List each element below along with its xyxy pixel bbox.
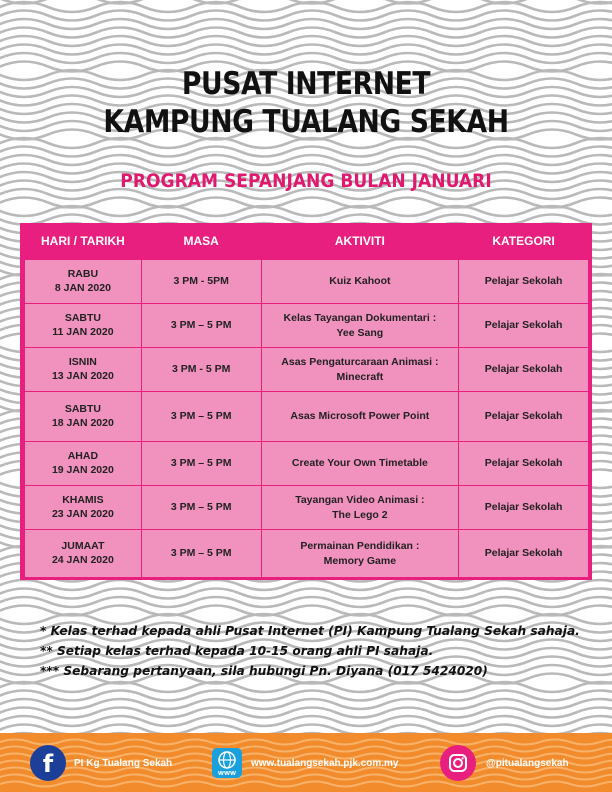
- table-header-row: [25, 223, 589, 260]
- cell-masa: 3 PM - 5PM: [141, 260, 261, 304]
- footer-facebook[interactable]: [30, 745, 172, 781]
- table-row: [25, 260, 589, 304]
- activity-line2: Minecraft: [336, 370, 384, 383]
- column-header-aktiviti: AKTIVITI: [334, 234, 385, 248]
- cell-masa: 3 PM – 5 PM: [141, 486, 261, 530]
- cell-kategori: Pelajar Sekolah: [459, 442, 589, 486]
- page-subtitle: PROGRAM SEPANJANG BULAN JANUARI: [120, 170, 492, 192]
- note-1: * Kelas terhad kepada ahli Pusat Internet (PI) Kampung Tualang Sekah sahaja.: [40, 624, 580, 638]
- cell-aktiviti: [261, 304, 459, 348]
- day-date: 11 JAN 2020: [52, 325, 114, 338]
- cell-masa: 3 PM - 5 PM: [141, 348, 261, 392]
- facebook-label: PI Kg Tualang Sekah: [74, 757, 173, 769]
- globe-icon-text: WWW: [217, 771, 237, 777]
- cell-masa: 3 PM – 5 PM: [141, 530, 261, 578]
- table-row: [25, 304, 589, 348]
- activity-line1: Tayangan Video Animasi :: [295, 494, 425, 507]
- cell-kategori: Pelajar Sekolah: [459, 260, 589, 304]
- cell-hari-tarikh: [25, 348, 142, 392]
- activity-line1: Kelas Tayangan Dokumentari :: [283, 312, 437, 325]
- svg-text:f: f: [42, 750, 54, 778]
- cell-aktiviti: [261, 392, 459, 442]
- table-row: [25, 530, 589, 578]
- instagram-icon: [440, 745, 476, 781]
- page-title-line1: PUSAT INTERNET: [181, 66, 431, 102]
- website-label: www.tualangsekah.pjk.com.my: [251, 757, 399, 769]
- cell-aktiviti: [261, 260, 459, 304]
- cell-kategori: Pelajar Sekolah: [459, 348, 589, 392]
- activity-line1: Asas Pengaturcaraan Animasi :: [281, 356, 439, 369]
- cell-kategori: Pelajar Sekolah: [459, 304, 589, 348]
- day-date: 19 JAN 2020: [51, 463, 114, 476]
- table-row: [25, 486, 589, 530]
- cell-aktiviti: [261, 348, 459, 392]
- table-row: [25, 348, 589, 392]
- activity-line1: Kuiz Kahoot: [329, 275, 391, 288]
- cell-kategori: Pelajar Sekolah: [459, 486, 589, 530]
- note-2: ** Setiap kelas terhad kepada 10-15 orang ahli PI sahaja.: [40, 644, 434, 658]
- cell-hari-tarikh: [25, 260, 142, 304]
- cell-aktiviti: [261, 486, 459, 530]
- schedule-table: [24, 223, 589, 578]
- footer-website[interactable]: [212, 745, 398, 781]
- cell-hari-tarikh: [25, 530, 142, 578]
- cell-kategori: Pelajar Sekolah: [459, 530, 589, 578]
- cell-hari-tarikh: [25, 304, 142, 348]
- day-date: 13 JAN 2020: [51, 369, 114, 382]
- footer-instagram[interactable]: [440, 745, 569, 781]
- day-name: AHAD: [67, 449, 99, 462]
- cell-masa: 3 PM – 5 PM: [141, 392, 261, 442]
- instagram-label: @pitualangsekah: [486, 757, 569, 769]
- cell-aktiviti: [261, 530, 459, 578]
- notes: [40, 621, 580, 681]
- cell-kategori: Pelajar Sekolah: [459, 392, 589, 442]
- activity-line2: Memory Game: [323, 554, 397, 567]
- schedule-table-frame: [20, 223, 592, 580]
- cell-masa: 3 PM – 5 PM: [141, 442, 261, 486]
- note-3: *** Sebarang pertanyaan, sila hubungi Pn. Diyana (017 5424020): [40, 664, 488, 678]
- day-name: SABTU: [64, 311, 101, 324]
- day-date: 23 JAN 2020: [51, 507, 114, 520]
- globe-icon: [212, 745, 242, 781]
- column-header-kategori: KATEGORI: [492, 234, 555, 248]
- table-row: [25, 442, 589, 486]
- activity-line1: Permainan Pendidikan :: [300, 540, 420, 553]
- cell-hari-tarikh: [25, 442, 142, 486]
- facebook-icon: [30, 745, 66, 781]
- activity-line1: Create Your Own Timetable: [291, 457, 428, 470]
- day-name: RABU: [67, 267, 99, 280]
- day-name: ISNIN: [68, 355, 97, 368]
- day-date: 18 JAN 2020: [51, 416, 114, 429]
- day-name: JUMAAT: [61, 539, 105, 552]
- cell-hari-tarikh: [25, 392, 142, 442]
- day-date: 24 JAN 2020: [51, 553, 114, 566]
- cell-aktiviti: [261, 442, 459, 486]
- day-name: KHAMIS: [62, 493, 104, 506]
- cell-masa: 3 PM – 5 PM: [141, 304, 261, 348]
- day-date: 8 JAN 2020: [54, 281, 111, 294]
- table-row: [25, 392, 589, 442]
- cell-hari-tarikh: [25, 486, 142, 530]
- activity-line2: The Lego 2: [332, 508, 388, 521]
- column-header-masa: MASA: [183, 234, 219, 248]
- activity-line2: Yee Sang: [336, 326, 384, 339]
- day-name: SABTU: [64, 402, 101, 415]
- page-title-line2: KAMPUNG TUALANG SEKAH: [103, 104, 509, 140]
- activity-line1: Asas Microsoft Power Point: [290, 410, 430, 423]
- column-header-hari-tarikh: HARI / TARIKH: [41, 234, 125, 248]
